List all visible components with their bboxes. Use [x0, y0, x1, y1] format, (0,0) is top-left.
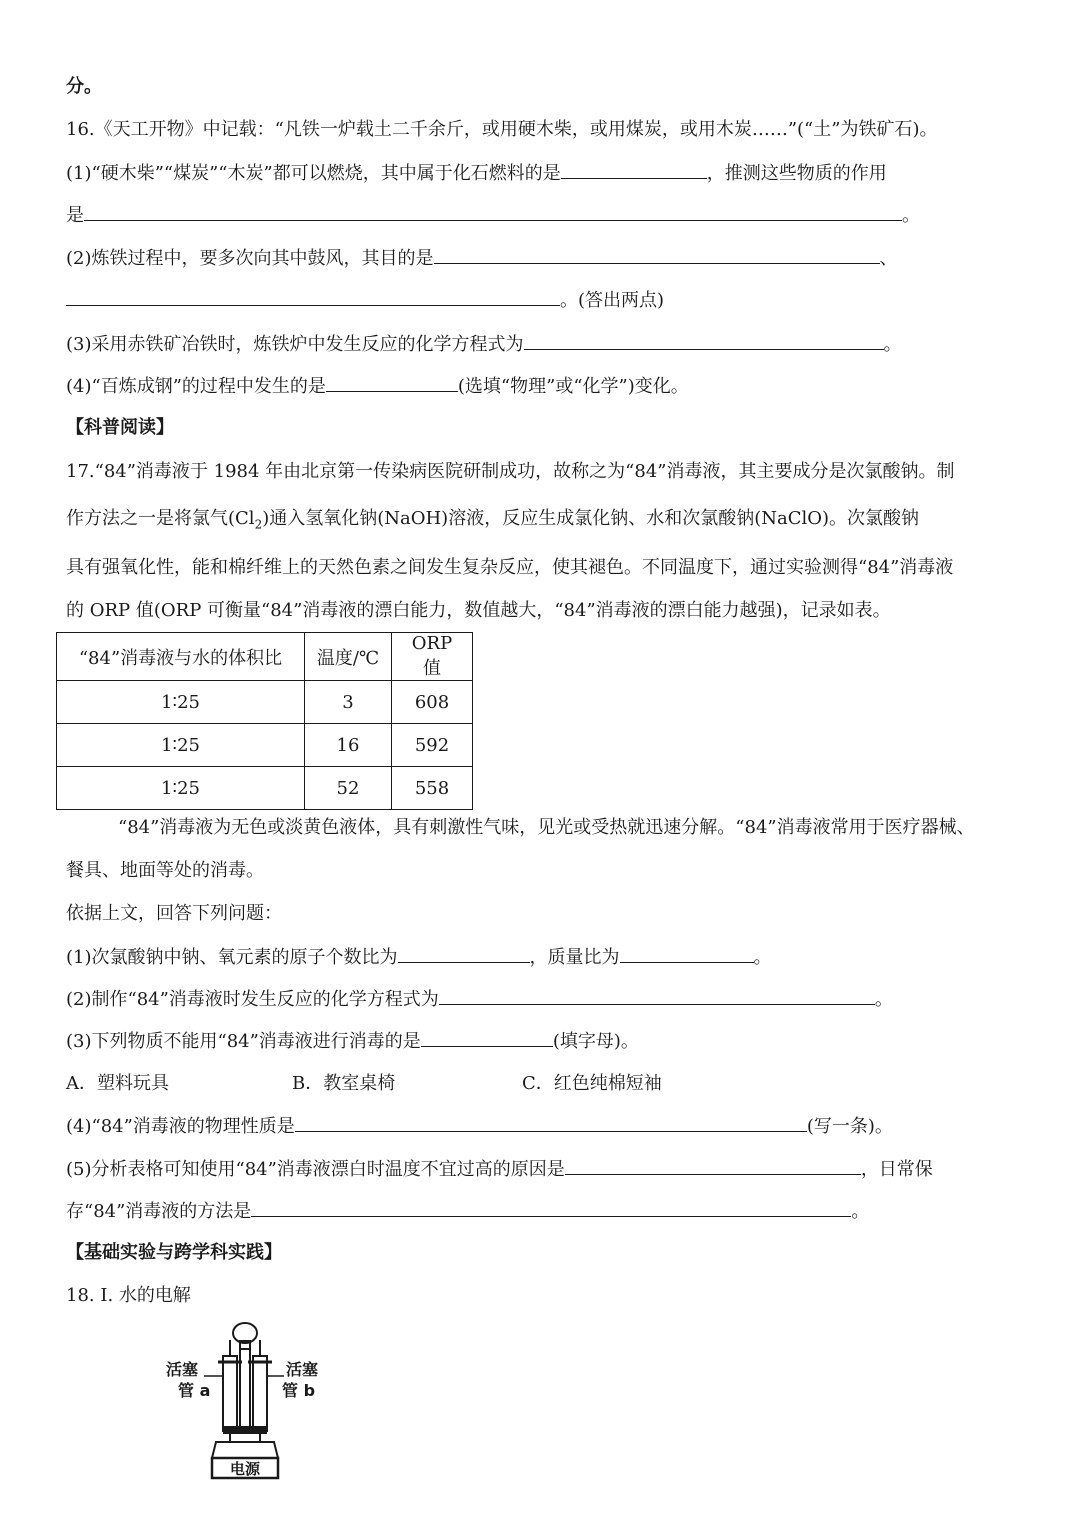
- q17-p3-blank[interactable]: [421, 1028, 553, 1047]
- q17-part5-line1: [66, 1156, 933, 1183]
- q17-p3-text-a: (3)下列物质不能用“84”消毒液进行消毒的是: [66, 1031, 421, 1052]
- stopcock-left-label: 活塞: [166, 1360, 199, 1379]
- q17-line3: 具有强氧化性，能和棉纤维上的天然色素之间发生复杂反应，使其褪色。不同温度下，通过实验测得“84”消毒液: [66, 557, 954, 578]
- tube-b-label: 管 b: [282, 1381, 316, 1400]
- table-header-row: [57, 633, 473, 681]
- table-row: [57, 681, 473, 724]
- q17-p5-text-a: (5)分析表格可知使用“84”消毒液漂白时温度不宜过高的原因是: [66, 1159, 565, 1180]
- q17-line1: 17.“84”消毒液于 1984 年由北京第一传染病医院研制成功，故称之为“84”消毒液，其主要成分是次氯酸钠。制: [66, 461, 955, 482]
- q17-part2: [66, 986, 893, 1013]
- q17-p1-text-b: ，质量比为: [529, 947, 620, 968]
- q16-p3-text-b: 。: [883, 334, 902, 355]
- q16-p4-text-b: (选填“物理”或“化学”)变化。: [457, 376, 689, 397]
- q17-part1: [66, 944, 772, 971]
- electrolysis-apparatus-figure: [160, 1318, 330, 1483]
- option-b[interactable]: B．教室桌椅: [292, 1073, 396, 1094]
- orp-table: [56, 632, 473, 810]
- q17-p1-text-c: 。: [753, 947, 772, 968]
- q16-part2-line1: [66, 245, 898, 272]
- table-cell: 16: [305, 724, 392, 767]
- table-cell: 608: [392, 681, 473, 724]
- q16-p2-text-c: 。(答出两点): [560, 290, 665, 311]
- electrolysis-diagram: [160, 1318, 330, 1483]
- q17-line6: 餐具、地面等处的消毒。: [66, 860, 264, 881]
- q17-p5-text-d: 。: [851, 1201, 870, 1222]
- q17-line2: [66, 506, 919, 538]
- q17-part5-line2: [66, 1198, 869, 1225]
- q16-p2-text-a: (2)炼铁过程中，要多次向其中鼓风，其目的是: [66, 248, 434, 269]
- q16-p2-blank-2[interactable]: [66, 287, 560, 306]
- q17-p2-blank[interactable]: [439, 986, 875, 1005]
- q16-part1-line2: [66, 202, 920, 229]
- q17-p4-text-a: (4)“84”消毒液的物理性质是: [66, 1116, 295, 1137]
- q17-p2-text-a: (2)制作“84”消毒液时发生反应的化学方程式为: [66, 989, 439, 1010]
- q16-p1-blank-fuel[interactable]: [561, 160, 707, 179]
- q16-part2-line2: [66, 287, 664, 314]
- q16-p3-blank[interactable]: [524, 331, 884, 350]
- table-cell: 3: [305, 681, 392, 724]
- q17-p5-text-c: 存“84”消毒液的方法是: [66, 1201, 252, 1222]
- option-a[interactable]: A．塑料玩具: [66, 1073, 169, 1094]
- q16-p3-text-a: (3)采用赤铁矿冶铁时，炼铁炉中发生反应的化学方程式为: [66, 334, 524, 355]
- q17-p5-blank-storage[interactable]: [251, 1198, 851, 1217]
- q16-p4-text-a: (4)“百炼成钢”的过程中发生的是: [66, 376, 326, 397]
- q17-p5-text-b: ，日常保: [860, 1159, 933, 1180]
- q16-p4-blank[interactable]: [326, 373, 458, 392]
- table-cell: 1∶25: [57, 767, 305, 810]
- table-header-ratio: “84”消毒液与水的体积比: [57, 633, 305, 681]
- q17-p3-text-b: (填字母)。: [552, 1031, 639, 1052]
- section-practice: 【基础实验与跨学科实践】: [66, 1242, 282, 1263]
- q17-part3: [66, 1028, 639, 1055]
- q16-p1-text-c: 是: [66, 205, 84, 226]
- q16-p1-text-a: (1)“硬木柴”“煤炭”“木炭”都可以燃烧，其中属于化石燃料的是: [66, 163, 561, 184]
- q17-p1-blank-ratio[interactable]: [398, 944, 530, 963]
- q17-line7: 依据上文，回答下列问题：: [66, 903, 282, 924]
- q16-part3: [66, 331, 902, 358]
- table-cell: 592: [392, 724, 473, 767]
- table-header-temp: 温度/℃: [305, 633, 392, 681]
- q17-p2-text-b: 。: [874, 989, 893, 1010]
- q16-stem: 16.《天工开物》中记载：“凡铁一炉载土二千余斤，或用硬木柴，或用煤炭，或用木炭……”(“土”为铁矿石)。: [66, 119, 938, 140]
- q17-p4-text-b: (写一条)。: [806, 1116, 893, 1137]
- table-row: [57, 767, 473, 810]
- q16-part4: [66, 373, 689, 400]
- table-cell: 558: [392, 767, 473, 810]
- table-row: [57, 724, 473, 767]
- q16-p1-blank-role[interactable]: [84, 202, 902, 221]
- stopcock-right-label: 活塞: [286, 1360, 319, 1379]
- q17-p5-blank-reason[interactable]: [565, 1156, 861, 1175]
- q17-line4: 的 ORP 值(ORP 可衡量“84”消毒液的漂白能力，数值越大，“84”消毒液的漂白能力越强)，记录如表。: [66, 600, 891, 621]
- q16-p2-text-b: 、: [879, 248, 898, 269]
- q17-line2-a: 作方法之一是将氯气(Cl: [66, 508, 255, 529]
- q17-line2-b: )通入氢氧化钠(NaOH)溶液，反应生成氯化钠、水和次氯酸钠(NaClO)。次氯酸钠: [262, 508, 920, 529]
- q17-p1-blank-mass[interactable]: [620, 944, 754, 963]
- tube-a-label: 管 a: [178, 1381, 211, 1400]
- q17-line2-sub: 2: [254, 517, 263, 532]
- q17-line5: “84”消毒液为无色或淡黄色液体，具有刺激性气味，见光或受热就迅速分解。“84”消毒液常用于医疗器械、: [118, 817, 975, 838]
- q17-p4-blank[interactable]: [295, 1113, 807, 1132]
- table-cell: 1∶25: [57, 724, 305, 767]
- q17-p1-text-a: (1)次氯酸钠中钠、氧元素的原子个数比为: [66, 947, 398, 968]
- q16-part1-line1: [66, 160, 887, 187]
- q16-p1-text-b: ，推测这些物质的作用: [706, 163, 887, 184]
- power-label: 电源: [229, 1460, 261, 1478]
- q17-options: [66, 1071, 662, 1097]
- top-fragment: 分。: [66, 76, 102, 97]
- section-reading: 【科普阅读】: [66, 417, 174, 438]
- q18-title: 18. Ⅰ. 水的电解: [66, 1285, 191, 1306]
- table-cell: 1∶25: [57, 681, 305, 724]
- q16-p2-blank-1[interactable]: [434, 245, 880, 264]
- table-cell: 52: [305, 767, 392, 810]
- table-header-orp: ORP 值: [392, 633, 473, 681]
- q16-p1-text-d: 。: [902, 205, 920, 226]
- q17-part4: [66, 1113, 893, 1140]
- option-c[interactable]: C．红色纯棉短袖: [522, 1073, 662, 1094]
